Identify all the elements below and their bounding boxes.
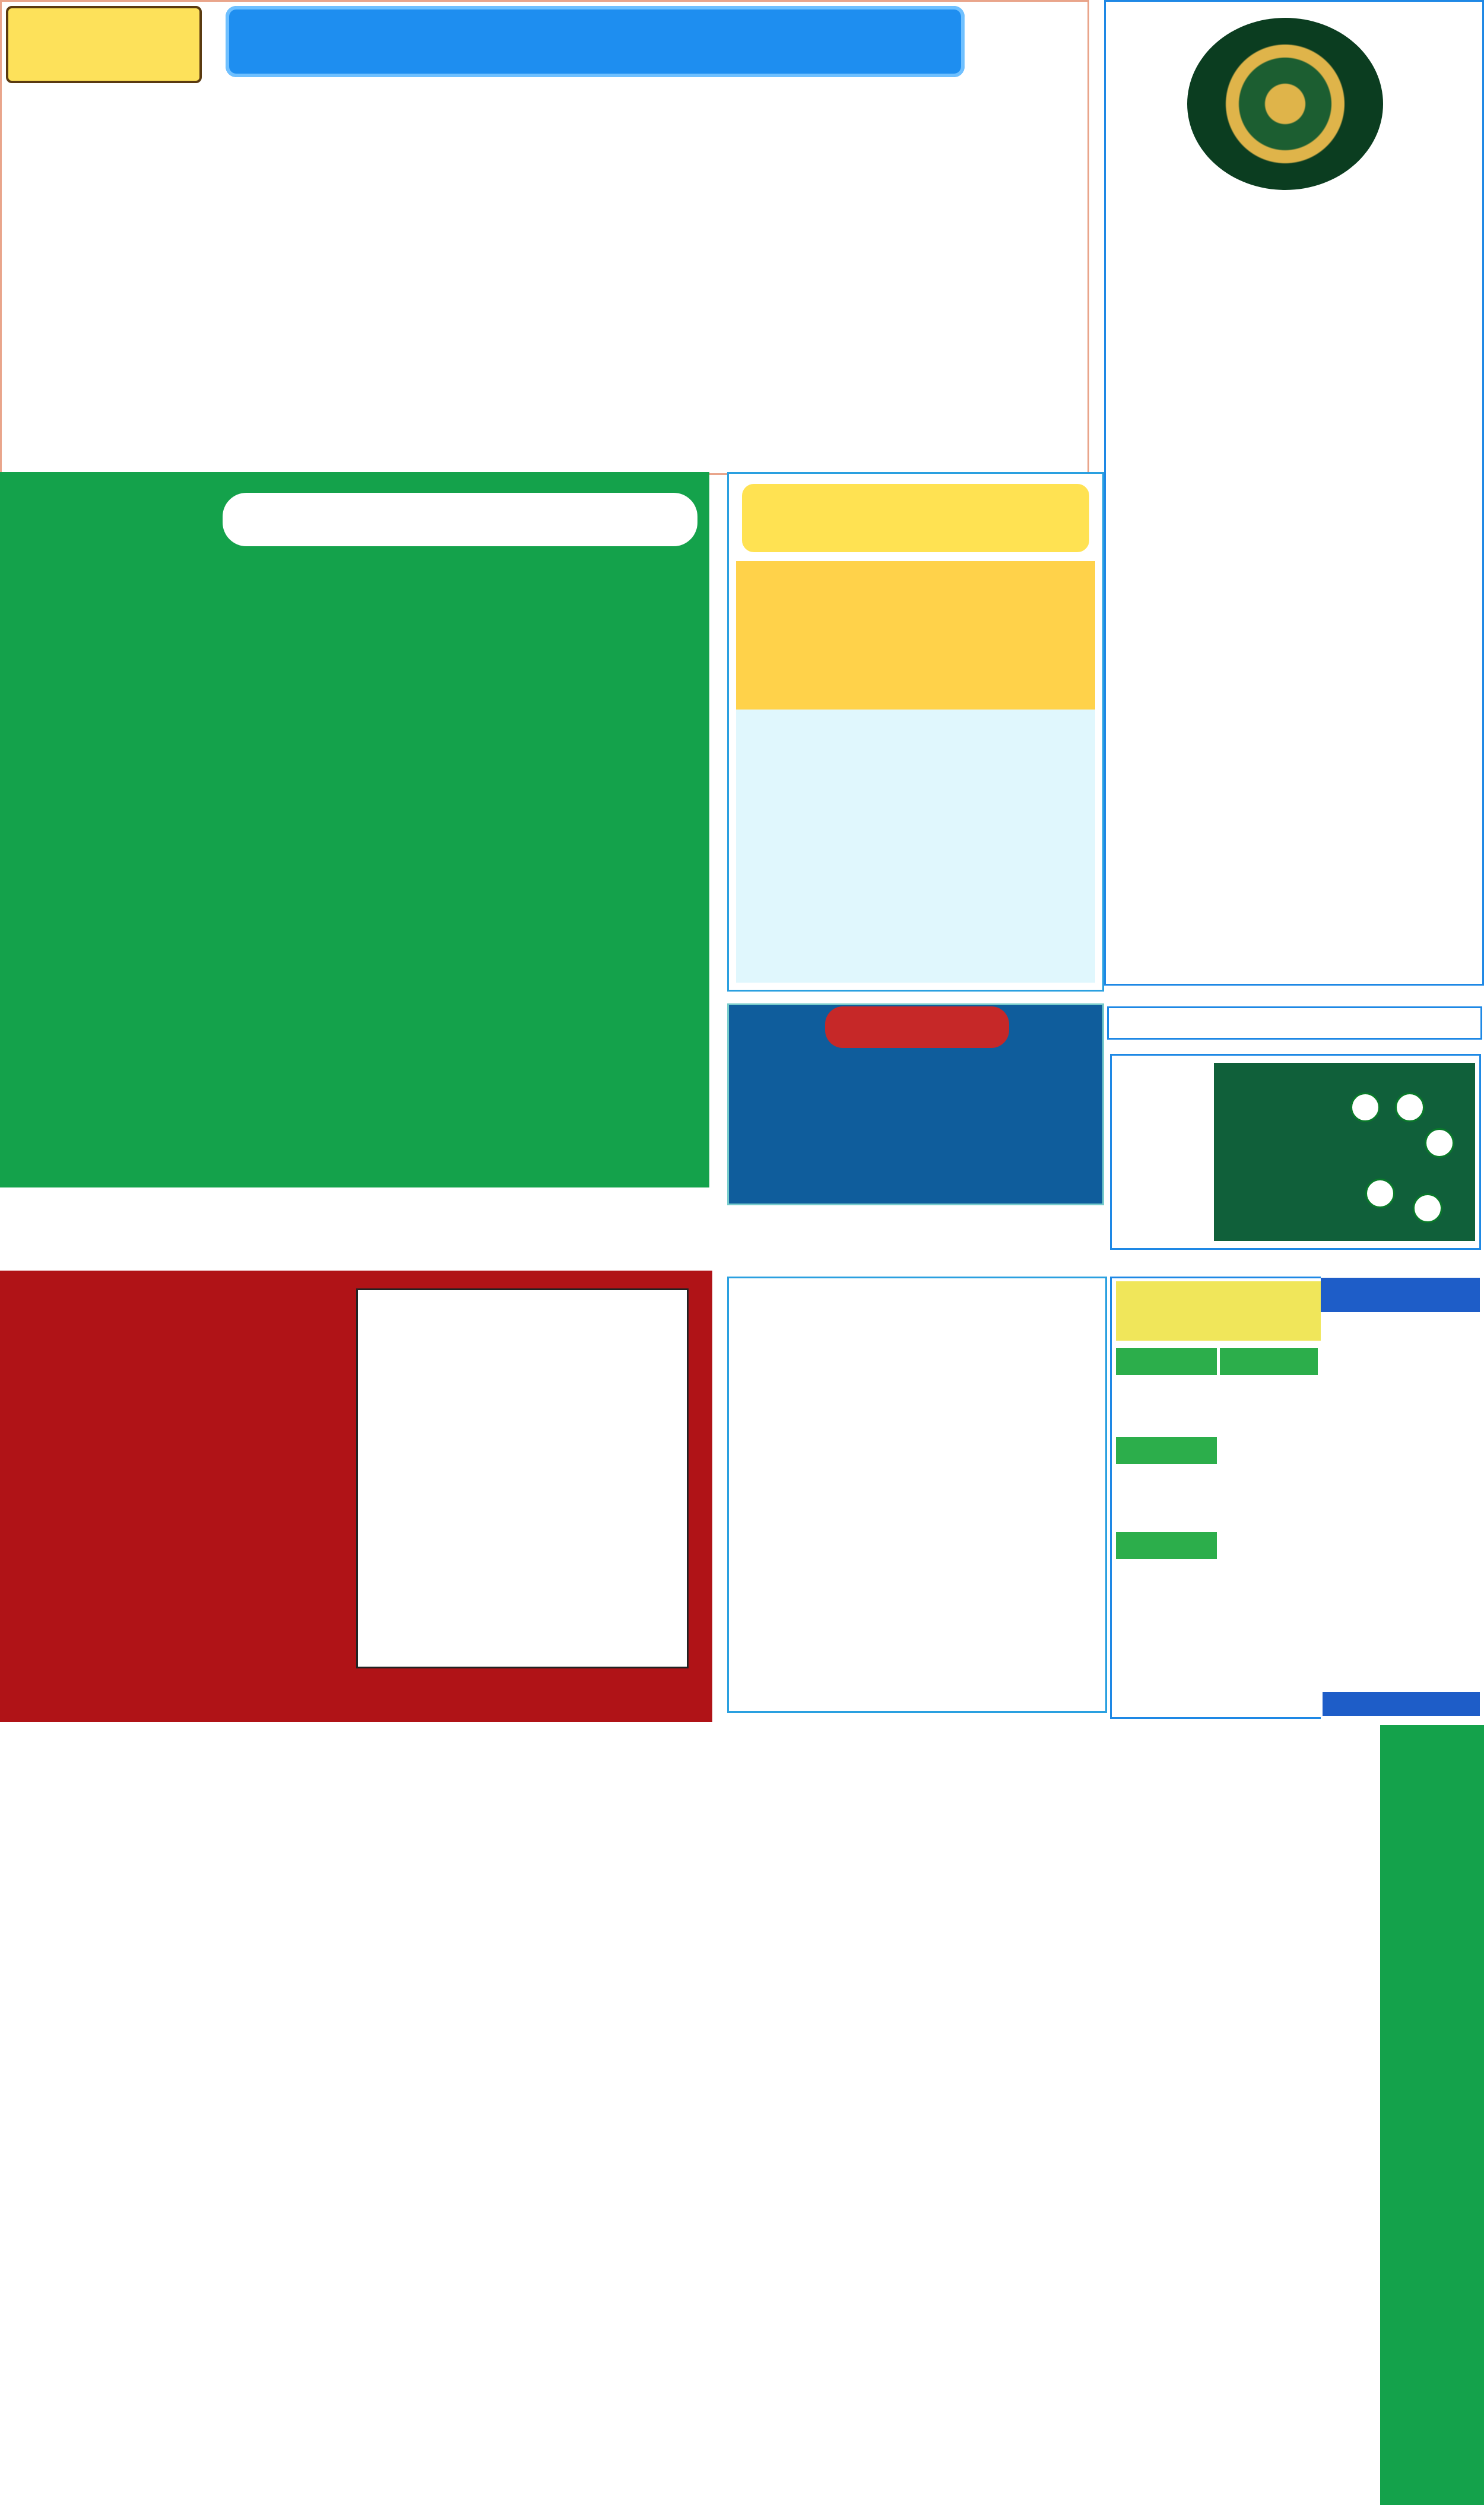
head-char bbox=[1113, 107, 1184, 184]
odd-label bbox=[1220, 1069, 1244, 1092]
special-number bbox=[1365, 1179, 1395, 1208]
six-match-text bbox=[736, 561, 1095, 733]
bagua-grid bbox=[356, 1288, 689, 1668]
article-1-title bbox=[249, 11, 950, 76]
six-up-section bbox=[1321, 1277, 1481, 1719]
banker-pick bbox=[1116, 1377, 1217, 1431]
cold-label bbox=[1116, 1437, 1217, 1464]
odd-label bbox=[1448, 1069, 1472, 1092]
special-number bbox=[1413, 1193, 1442, 1223]
special-number bbox=[1395, 1092, 1425, 1122]
special-title bbox=[1116, 1060, 1205, 1244]
mail-address bbox=[1107, 1006, 1482, 1040]
special-number bbox=[1425, 1128, 1454, 1158]
dragon-gate-title bbox=[825, 1006, 1009, 1048]
compass-icon bbox=[1187, 18, 1383, 190]
sky-line bbox=[18, 1455, 350, 1490]
sky-text bbox=[18, 1603, 356, 1716]
article-1-col-2 bbox=[374, 89, 715, 451]
article-2-subtitle bbox=[1116, 196, 1472, 243]
six-match-title bbox=[742, 484, 1089, 552]
referee-tag bbox=[736, 1048, 825, 1066]
even-label bbox=[1220, 1211, 1244, 1235]
even-label bbox=[1448, 1211, 1472, 1235]
cold-pick bbox=[1116, 1467, 1217, 1520]
head-char bbox=[1398, 24, 1475, 101]
racing-column-text bbox=[819, 1285, 1098, 1701]
sky-line bbox=[18, 1502, 350, 1538]
lucky-label bbox=[362, 1680, 522, 1710]
big-label bbox=[1241, 1110, 1312, 1182]
zodiac-section bbox=[0, 472, 709, 1187]
article-2-body bbox=[1119, 252, 1466, 941]
race-side-title bbox=[1392, 1757, 1475, 2500]
article-1-col-1 bbox=[12, 89, 353, 451]
special-number bbox=[1350, 1092, 1380, 1122]
head-char bbox=[1398, 107, 1475, 184]
position-pick bbox=[1116, 1639, 1217, 1692]
banker-label bbox=[1116, 1348, 1217, 1375]
head-char bbox=[1113, 24, 1184, 101]
racing-signature bbox=[1009, 1692, 1098, 1710]
six-up-note bbox=[1323, 1692, 1480, 1716]
zodiac-title bbox=[12, 478, 214, 555]
sky-title bbox=[12, 1300, 356, 1389]
article-2-signature bbox=[1306, 956, 1478, 980]
article-1-col-3 bbox=[736, 89, 1077, 451]
position-label bbox=[1116, 1532, 1217, 1559]
racing-column-title bbox=[733, 1282, 810, 1707]
six-up-title bbox=[1321, 1278, 1480, 1312]
sky-line bbox=[18, 1407, 350, 1443]
race-odds-table bbox=[0, 1725, 1484, 2505]
position-pick bbox=[1116, 1567, 1217, 1621]
quinella-label bbox=[1220, 1348, 1318, 1375]
column-logo bbox=[6, 6, 202, 83]
zodiac-subtitle bbox=[223, 493, 697, 546]
article-1-signature bbox=[914, 451, 1080, 475]
six-match-grid bbox=[736, 710, 1095, 983]
